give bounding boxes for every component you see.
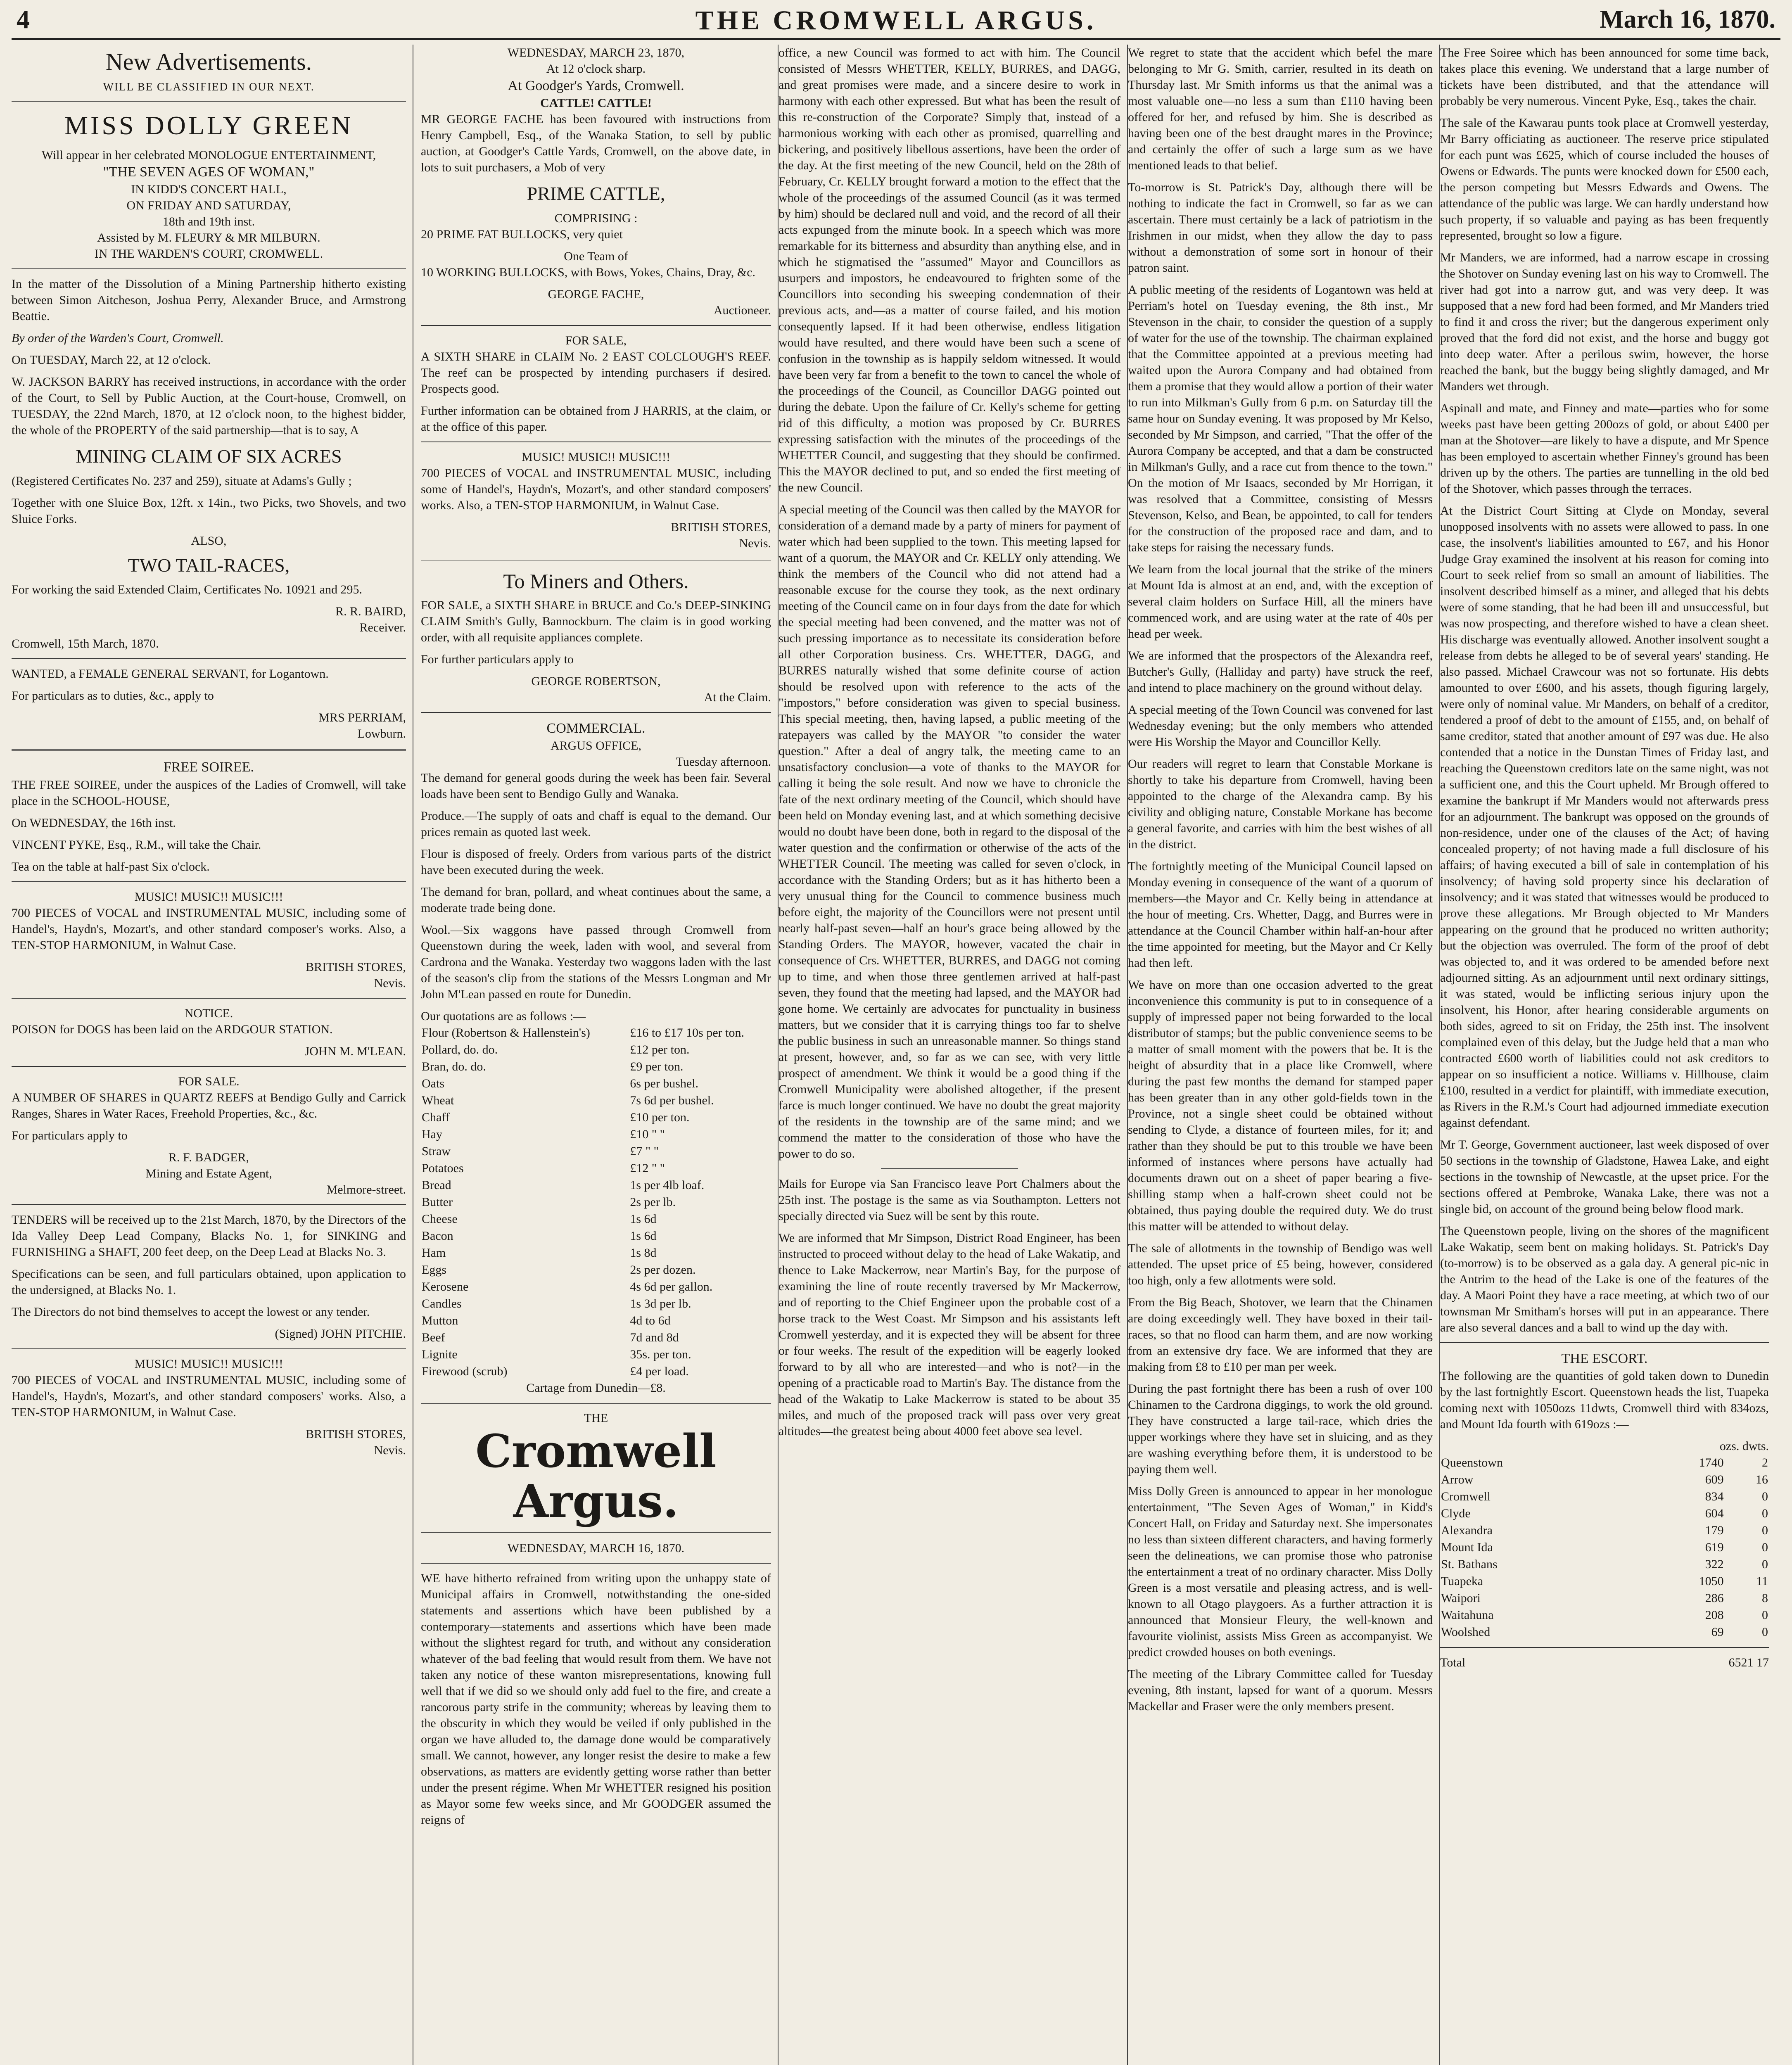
masthead-the: THE: [584, 1411, 608, 1425]
table-cell: £9 per ton.: [630, 1060, 684, 1074]
section-heading: New Advertisements.: [105, 48, 312, 75]
table-cell: 1s 6d: [630, 1212, 657, 1226]
ad-signature: Melmore-street.: [326, 1182, 406, 1196]
table-cell: 322: [1705, 1557, 1724, 1571]
ad-signature: Auctioneer.: [713, 303, 771, 317]
ad-signature: Lowburn.: [357, 727, 406, 741]
ad-subtitle: MINING CLAIM OF SIX ACRES: [76, 445, 342, 467]
table-cell: Cromwell: [1441, 1490, 1491, 1504]
escort-table: [1440, 1454, 1769, 1640]
news-item: The sale of allotments in the township of Bendigo was well attended. The upset price of £5 being, however, considered too high, only a few allotments were sold.: [1128, 1241, 1433, 1287]
table-cell: Bran, do. do.: [422, 1060, 486, 1074]
table-cell: Firewood (scrub): [422, 1365, 508, 1379]
ad-line: Will appear in her celebrated MONOLOGUE ENTERTAINMENT,: [41, 148, 376, 162]
table-cell: St. Bathans: [1441, 1557, 1498, 1571]
running-head: [17, 3, 1775, 36]
ad-text: Further information can be obtained from J HARRIS, at the claim, or at the office of this paper.: [421, 404, 771, 434]
news-item: We are informed that Mr Simpson, District Road Engineer, has been instructed to proceed without delay to the head of Lake Wakatip, and thence to Lake Mackerrow, near Martin's Bay, for the purpose of examining the line of route recently traversed by Mr Mackerrow, and of reporting to the Chief Engineer upon the probable cost of a horse track to the West Coast. Mr Simpson and his assistants left Cromwell yesterday, and it is expected they will be absent for three or four weeks. The result of the expedition will be eagerly looked forward to by all who are interested—and who is not?—in the opening of a practicable road to Martin's Bay. The distance from the head of the Wakatip to Lake Mackerrow is stated to be about 35 miles, and much of the proposed track will pass over very great altitudes—the greatest being about 4000 feet above sea level.: [779, 1231, 1120, 1438]
ad-text: A SIXTH SHARE in CLAIM No. 2 EAST COLCLOUGH'S REEF. The reef can be prospected by intending purchasers if desired. Prospects good.: [421, 349, 771, 396]
ad-signature: Mining and Estate Agent,: [145, 1166, 272, 1180]
table-cell: 4s 6d per gallon.: [630, 1280, 713, 1294]
ad-free-soiree: [12, 758, 406, 874]
table-cell: Mount Ida: [1441, 1540, 1493, 1555]
table-row: [1440, 1454, 1769, 1471]
ad-dateline: Cromwell, 15th March, 1870.: [12, 637, 159, 651]
table-cell: 8: [1762, 1591, 1768, 1605]
table-row: [1440, 1607, 1769, 1624]
table-row: [1440, 1556, 1769, 1573]
table-row: [421, 1278, 771, 1295]
table-cell: Arrow: [1441, 1473, 1474, 1487]
table-cell: £12 " ": [630, 1161, 665, 1175]
ad-signature: GEORGE ROBERTSON,: [531, 674, 661, 688]
ad-text: Tea on the table at half-past Six o'clock.: [12, 859, 210, 873]
news-item: We learn from the local journal that the strike of the miners at Mount Ida is almost at an end, and, with the exception of several claim holders on Surface Hill, all the miners have commenced work, and are using water at the rate of 40s per head per week.: [1128, 563, 1433, 641]
classify-note: WILL BE CLASSIFIED IN OUR NEXT.: [103, 81, 315, 93]
escort-total-ozs: 6521: [1728, 1656, 1754, 1670]
ad-signature: MRS PERRIAM,: [318, 711, 406, 725]
table-cell: 0: [1762, 1507, 1768, 1521]
table-cell: Chaff: [422, 1111, 450, 1125]
sale-date: WEDNESDAY, MARCH 23, 1870,: [507, 46, 685, 59]
masthead-box: [421, 1403, 771, 1533]
news-item: Mr T. George, Government auctioneer, last week disposed of over 50 sections in the township of Gladstone, Hawea Lake, and eight sections in the township of Newcastle, at the upset price. For the sections offered at Pembroke, Wanaka Lake, there was not a single bid, on account of the ground being below flood mark.: [1440, 1138, 1769, 1216]
divider: [1440, 1342, 1769, 1343]
table-cell: 1050: [1699, 1574, 1724, 1588]
table-cell: Bacon: [422, 1229, 453, 1243]
table-row: [421, 1160, 771, 1177]
divider: [12, 749, 406, 751]
ad-auction: [12, 276, 406, 652]
table-cell: Ham: [422, 1246, 446, 1260]
table-cell: 2s per lb.: [630, 1195, 676, 1209]
table-row: [1440, 1505, 1769, 1522]
ad-subtitle: TWO TAIL-RACES,: [128, 554, 290, 576]
escort-total-dwts: 17: [1756, 1656, 1769, 1670]
cartage: Cartage from Dunedin—£8.: [526, 1381, 666, 1395]
divider: [881, 1168, 1018, 1169]
table-cell: Cheese: [422, 1212, 458, 1226]
divider: [12, 881, 406, 882]
ad-text: FOR SALE, a SIXTH SHARE in BRUCE and Co.'s DEEP-SINKING CLAIM Smith's Gully, Bannockburn. The claim is in good working order, with all requisite appliances complete.: [421, 598, 771, 644]
table-cell: Eggs: [422, 1263, 446, 1277]
divider: [12, 1204, 406, 1205]
divider: [421, 712, 771, 713]
ad-signature: R. F. BADGER,: [168, 1150, 249, 1164]
ad-signature: Nevis.: [374, 976, 406, 990]
table-row: [421, 1075, 771, 1092]
editorial-date: WEDNESDAY, MARCH 16, 1870.: [507, 1541, 685, 1555]
table-cell: Bread: [422, 1178, 451, 1192]
ad-line: IN KIDD'S CONCERT HALL,: [131, 182, 287, 196]
ad-title: MUSIC! MUSIC!! MUSIC!!!: [521, 450, 670, 464]
ad-text: 10 WORKING BULLOCKS, with Bows, Yokes, Chains, Dray, &c.: [421, 265, 756, 279]
ad-signature: R. R. BAIRD,: [335, 605, 406, 619]
table-cell: 0: [1762, 1625, 1768, 1639]
table-row: [421, 1312, 771, 1329]
table-row: [421, 1109, 771, 1126]
divider: [421, 441, 771, 442]
ad-tenders: [12, 1212, 406, 1342]
table-cell: £10 per ton.: [630, 1111, 690, 1125]
table-row: [421, 1329, 771, 1346]
divider: [12, 101, 406, 102]
table-cell: 834: [1705, 1490, 1724, 1504]
escort-intro: The following are the quantities of gold taken down to Dunedin by the last fortnightly Escort. Queenstown heads the list, Tuapeka coming next with 1050ozs 11dwts, Cromwell third with 834ozs, and Mount Ida fourth with 619ozs :—: [1440, 1369, 1769, 1431]
ad-text: For particulars as to duties, &c., apply to: [12, 689, 214, 703]
table-row: [421, 1227, 771, 1244]
column-editorial: [771, 45, 1128, 2065]
commercial-text: The demand for bran, pollard, and wheat continues about the same, a moderate trade being done.: [421, 885, 771, 915]
ad-title: NOTICE.: [184, 1006, 233, 1020]
table-cell: 0: [1762, 1490, 1768, 1504]
commercial-text: Wool.—Six waggons have passed through Cromwell from Queenstown during the week, laden with wool, and several from Cardrona and the Wanaka. Yesterday two waggons laden with the last of the season's clip from the stations of the Messrs Longman and Mr John M'Lean passed en route for Dunedin.: [421, 923, 771, 1002]
ad-text: One Team of: [564, 249, 628, 263]
news-item: We have on more than one occasion adverted to the great inconvenience this community is put to in consequence of a supply of impressed paper not being forwarded to the local distributor of stamps; but the public convenience seems to be a matter of small moment with the powers that be. It is the height of absurdity that in a place like Cromwell, where during the past few months the demand for stamped paper has been greater than in any other gold-fields town in the Province, not a single sheet could be obtained without sending to Clyde, a distance of fourteen miles, for it; and rather than they should be put to this trouble we have been informed of instances where persons have actually had documents drawn out on a sheet of paper bearing a five-shilling stamp when a half-crown sheet could not be obtained, thus paying double the required duty. We do trust this matter will be attended to without delay.: [1128, 978, 1433, 1233]
table-cell: £4 per load.: [630, 1365, 689, 1379]
table-cell: Butter: [422, 1195, 453, 1209]
table-row: [1440, 1573, 1769, 1590]
ad-music-2: [12, 1356, 406, 1458]
table-cell: 7d and 8d: [630, 1331, 679, 1345]
news-item: We are informed that the prospectors of the Alexandra reef, Butcher's Gully, (Halliday and party) have struck the reef, and intend to place machinery on the ground without delay.: [1128, 649, 1433, 695]
commercial-text: Flour is disposed of freely. Orders from various parts of the district have been executed during the week.: [421, 847, 771, 877]
news-item: Mr Manders, we are informed, had a narrow escape in crossing the Shotover on Sunday evening last on his way to Cromwell. The river had got into a narrow gut, and was very deep. It was supposed that a new ford had been formed, and Mr Manders tried to find it and cross the river; but the dangerous experiment only proved that the ford did not exist, and the horse and buggy got into deep water. After a perilous swim, however, the horse reached the bank, but the buggy being slightly damaged, and Mr Manders wet through.: [1440, 251, 1769, 393]
ad-signature: Nevis.: [374, 1443, 406, 1457]
ad-line: IN THE WARDEN'S COURT, CROMWELL.: [94, 247, 323, 261]
news-item: During the past fortnight there has been a rush of over 100 Chinamen to the Cardrona diggings, to work the old ground. They have constructed a large tail-race, which dries the upper workings where they have set in sluicing, and as they are washing everything before them, it is understood to be paying them well.: [1128, 1382, 1433, 1476]
ad-signature: Nevis.: [739, 536, 771, 550]
table-cell: 2s per dozen.: [630, 1263, 696, 1277]
ad-text: For further particulars apply to: [421, 652, 574, 666]
table-cell: Clyde: [1441, 1507, 1471, 1521]
masthead-title: THE CROMWELL ARGUS.: [695, 5, 1097, 36]
ad-wanted: [12, 666, 406, 742]
table-row: [421, 1143, 771, 1160]
ad-text: WANTED, a FEMALE GENERAL SERVANT, for Logantown.: [12, 667, 329, 681]
table-cell: 2: [1762, 1456, 1768, 1470]
divider: [1440, 1647, 1769, 1648]
escort-total-row: [1440, 1654, 1769, 1671]
divider: [421, 325, 771, 326]
commercial-office: ARGUS OFFICE,: [550, 739, 642, 753]
table-cell: 609: [1705, 1473, 1724, 1487]
ad-title: MUSIC! MUSIC!! MUSIC!!!: [134, 1357, 283, 1371]
table-row: [421, 1346, 771, 1363]
ad-text: On WEDNESDAY, the 16th inst.: [12, 816, 176, 830]
ad-subtitle: PRIME CATTLE,: [527, 183, 665, 204]
table-cell: Mutton: [422, 1314, 458, 1328]
sale-place: At Goodger's Yards, Cromwell.: [508, 78, 684, 93]
masthead-blackletter: Cromwell Argus.: [475, 1424, 717, 1528]
news-item: The fortnightly meeting of the Municipal Council lapsed on Monday evening in consequence of the want of a quorum of members—the Mayor and Cr. Kelly being in attendance at the hour of meeting. Crs. Whetter, Dagg, and Burres were in attendance at the Council Chamber within half-an-hour after the time appointed for meeting, but the Mayor and Cr Kelly had then left.: [1128, 859, 1433, 970]
escort-units: ozs. dwts.: [1719, 1439, 1769, 1453]
table-cell: 7s 6d per bushel.: [630, 1094, 714, 1108]
ad-text: By order of the Warden's Court, Cromwell.: [12, 331, 224, 345]
table-cell: 11: [1756, 1574, 1768, 1588]
table-cell: Tuapeka: [1441, 1574, 1483, 1588]
ad-text: 700 PIECES of VOCAL and INSTRUMENTAL MUSIC, including some of Handel's, Haydn's, Mozart's, and other standard composer's works. Also, a TEN-STOP HARMONIUM, in Walnut Case.: [12, 906, 406, 952]
divider: [12, 268, 406, 269]
ad-title: FOR SALE,: [565, 333, 627, 347]
table-row: [1440, 1624, 1769, 1640]
table-cell: Wheat: [422, 1094, 454, 1108]
news-item: The Free Soiree which has been announced for some time back, takes place this evening. We understand that a large number of tickets have been distributed, and that the attendance will probably be very numerous. Vincent Pyke, Esq., takes the chair.: [1440, 46, 1769, 108]
quotations-intro: Our quotations are as follows :—: [421, 1009, 586, 1023]
sale-time: At 12 o'clock sharp.: [546, 62, 646, 76]
table-cell: Waipori: [1441, 1591, 1481, 1605]
table-cell: Hay: [422, 1127, 442, 1142]
ad-notice: [12, 1005, 406, 1059]
table-cell: Woolshed: [1441, 1625, 1491, 1639]
ad-line: ON FRIDAY AND SATURDAY,: [126, 198, 291, 212]
column-advertisements: [12, 45, 413, 2065]
table-cell: Candles: [422, 1297, 462, 1311]
ad-text: 700 PIECES of VOCAL and INSTRUMENTAL MUSIC, including some of Handel's, Haydn's, Mozart's, and other standard composers' works. Also, a TEN-STOP HARMONIUM, in Walnut Case.: [12, 1373, 406, 1419]
ad-text: POISON for DOGS has been laid on the ARDGOUR STATION.: [12, 1022, 333, 1036]
ad-text: ALSO,: [191, 534, 227, 548]
ad-signature: Receiver.: [359, 621, 406, 635]
news-item: Mails for Europe via San Francisco leave Port Chalmers about the 25th inst. The postage is the same as via Southampton. Letters not specially directed via Suez will be sent by this route.: [779, 1177, 1120, 1223]
table-cell: 179: [1705, 1524, 1724, 1538]
editorial-text: WE have hitherto refrained from writing upon the unhappy state of Municipal affairs in Cromwell, notwithstanding the one-sided statements and assertions which have been published by a contemporary—statements and assertions which have been made without the slightest regard for truth, and without any consideration whatever of the bad feeling that would result from them. We have not taken any notice of these wanton misrepresentations, knowing full well that if we did so we should only add fuel to the fire, and create a rancorous party strife in the community; whereas by leaving them to the obscurity in which they would be veiled if only published in the organ we have alluded to, the damage done would be comparatively small. We cannot, however, any longer resist the desire to make a few observations, as matters are evidently getting worse rather than better under the present régime. When Mr WHETTER resigned his position as Mayor some few weeks since, and Mr GOODGER assumed the reigns of: [421, 1571, 771, 1827]
ad-text: Together with one Sluice Box, 12ft. x 14in., two Picks, two Shovels, and two Sluice Forks.: [12, 496, 406, 526]
table-cell: Pollard, do. do.: [422, 1043, 498, 1057]
ad-text: For working the said Extended Claim, Certificates No. 10921 and 295.: [12, 583, 363, 597]
table-cell: 0: [1762, 1524, 1768, 1538]
table-cell: £10 " ": [630, 1127, 665, 1142]
table-cell: 4d to 6d: [630, 1314, 671, 1328]
table-cell: Alexandra: [1441, 1524, 1493, 1538]
news-item: The meeting of the Library Committee called for Tuesday evening, 8th instant, lapsed for want of a quorum. Messrs Mackellar and Fraser were the only members present.: [1128, 1667, 1433, 1713]
ad-text: A NUMBER OF SHARES in QUARTZ REEFS at Bendigo Gully and Carrick Ranges, Shares in Water Races, Freehold Properties, &c., &c.: [12, 1090, 406, 1120]
table-row: [421, 1211, 771, 1227]
table-cell: 1s 6d: [630, 1229, 657, 1243]
table-cell: 1740: [1699, 1456, 1724, 1470]
ad-text: VINCENT PYKE, Esq., R.M., will take the Chair.: [12, 838, 261, 852]
table-cell: Beef: [422, 1331, 445, 1345]
ad-line: 18th and 19th inst.: [162, 214, 255, 228]
column-local-news: [1120, 45, 1440, 2065]
ad-text: MR GEORGE FACHE has been favoured with instructions from Henry Campbell, Esq., of the Wanaka Station, to sell by public auction, at Goodger's Cattle Yards, Cromwell, on the above date, in lots to suit purchasers, a Mob of very: [421, 112, 771, 175]
divider: [421, 1563, 771, 1564]
commercial-heading: COMMERCIAL.: [546, 720, 646, 736]
table-cell: Potatoes: [422, 1161, 464, 1175]
ad-for-sale: [12, 1073, 406, 1198]
table-row: [421, 1363, 771, 1380]
news-item: Our readers will regret to learn that Constable Morkane is shortly to take his departure from Cromwell, having been appointed to the charge of the Alexandra camp. By his civility and obliging nature, Constable Morkane has become a general favorite, and carries with him the best wishes of all in the district.: [1128, 757, 1433, 851]
table-cell: 619: [1705, 1540, 1724, 1555]
ad-signature: At the Claim.: [704, 690, 771, 704]
table-cell: £16 to £17 10s per ton.: [630, 1026, 744, 1040]
table-row: [421, 1058, 771, 1075]
table-cell: 1s 3d per lb.: [630, 1297, 691, 1311]
table-cell: Queenstown: [1441, 1456, 1503, 1470]
column-ads-commercial: [413, 45, 779, 2065]
ad-title: MISS DOLLY GREEN: [64, 111, 353, 140]
ad-signature: GEORGE FACHE,: [548, 287, 644, 301]
ad-text: TENDERS will be received up to the 21st March, 1870, by the Directors of the Ida Valley Deep Lead Company, Blacks No. 1, for SINKING and FURNISHING a SHAFT, 200 feet deep, on the Deep Lead at Blacks No. 3.: [12, 1213, 406, 1259]
ad-text: On TUESDAY, March 22, at 12 o'clock.: [12, 353, 211, 367]
table-cell: 1s per 4lb loaf.: [630, 1178, 705, 1192]
table-row: [421, 1177, 771, 1194]
news-item: At the District Court Sitting at Clyde on Monday, several unopposed insolvents with no assets were allowed to pass. In one case, the insolvent's liabilities amounted to £67, and his Honor Judge Gray examined the insolvent at his reason for coming into Court to seek relief from so small an amount of liabilities. The insolvent described himself as a miner, and alleged that his debts were of some standing, that he had been ill and unsuccessful, but was now prospecting, and therefore wished to have a clean sheet. His discharge was eventually allowed. Another insolvent sought a release from debts he alleged to be of several years' standing. He also passed. Michael Crawcour was not so fortunate. His debts amounted to over £600, and his assets, though figuring largely, were only of nominal value. Mr Manders, on behalf of a creditor, tendered a proof of debt to the amount of £155, and, on behalf of same creditor, stated that another amount of £97 was due. He also contended that a notice in the Dunstan Times of Friday last, and reaching the Queenstown creditors late on the same night, was not a sufficient one, and this the Court upheld. Mr Brough offered to examine the bankrupt if Mr Manders would not afterwards press for an adjournment. The bankrupt was opposed on the grounds of non-residence, under one of the clauses of the Act; of having concealed property; of not having made a full disclosure of his affairs; of having executed a bill of sale in contemplation of his insolvency; of having sold property since his declaration of insolvency; and it was stated that witnesses would be produced to prove these allegations. Mr Brough objected to Mr Manders appearing on the ground that he produced no written authority; but the objection was overruled. The form of the proof of debt was objected to, and it was ordered to be amended before next adjourned sitting. As an adjournment until next ordinary sittings, it was stated, would be inflicting serious injury upon the insolvent, his Honor, after hearing considerable arguments on both sides, agreed to sit on Friday, the 25th inst. The insolvent complained even of this delay, but the Judge held that a man who contracted £600 worth of liabilities could not ask creditors to appear on so insufficient a notice. Williams v. Hillhouse, claim £100, resulted in a verdict for plaintiff, with immediate execution, as Rivers in the R.M.'s Court had adjourned immediate execution against defendant.: [1440, 504, 1769, 1130]
table-row: [421, 1024, 771, 1041]
divider: [12, 658, 406, 659]
column-news-escort: [1433, 45, 1776, 2065]
table-row: [1440, 1539, 1769, 1556]
news-item: The sale of the Kawarau punts took place at Cromwell yesterday, Mr Barry officiating as auctioneer. The reserve price stipulated for each punt was £625, which of course included the houses of Owens or Edwards. The punts were knocked down for £500 each, the person competing but Messrs Edwards and Owens. The attendance of the public was large. We can hardly understand how such property, if so valuable and paying as has been frequently represented, brought so low a figure.: [1440, 116, 1769, 242]
table-row: [421, 1092, 771, 1109]
table-row: [421, 1194, 771, 1211]
table-cell: Kerosene: [422, 1280, 469, 1294]
ad-dolly-green: [12, 108, 406, 261]
issue-date: March 16, 1870.: [1600, 5, 1775, 33]
news-item: We regret to state that the accident which befel the mare belonging to Mr G. Smith, carrier, resulted in its death on Thursday last. Mr Smith informs us that the animal was a most valuable one—no less a sum than £110 having been offered for her, and refused by him. She is described as having been one of the best draught mares in the Province; and certainly the offer of such a large sum as we have mentioned leads to that belief.: [1128, 46, 1433, 172]
table-row: [1440, 1488, 1769, 1505]
ad-title: FOR SALE.: [178, 1074, 240, 1088]
commercial-text: Produce.—The supply of oats and chaff is equal to the demand. Our prices remain as quoted last week.: [421, 809, 771, 839]
news-item: A public meeting of the residents of Logantown was held at Perriam's hotel on Tuesday evening, the 8th inst., Mr Stevenson in the chair, to consider the question of a supply of water for the use of the township. The chairman explained that the Committee appointed at a previous meeting had waited upon the Aurora Company and had obtained from them a promise that they would allow a portion of their water to run into Milkman's Gully from 6 p.m. on Saturday till the same hour on Sunday evening. It was proposed by Mr Kelso, seconded by Mr Simpson, and carried, "That the offer of the Aurora Company be accepted, and that a dam be constructed in Milkman's Gully, and a race cut from thence to the town." On the motion of Mr Isaacs, seconded by Mr Horrigan, it was resolved that a Committee, consisting of Messrs Stevenson, Kelso, and Bean, be appointed, to call for tenders for the construction of the proposed race and dam, and to take steps for raising the necessary funds.: [1128, 283, 1433, 554]
editorial-text: A special meeting of the Council was then called by the MAYOR for consideration of a demand made by a party of miners for payment of water which had been supplied to the town. This meeting lapsed for want of a quorum, the MAYOR and Cr. KELLY only attending. We think the members of the Council who did not attend had a reasonable excuse for the course they took, as the next ordinary meeting of the Council came on in four days from the date for which the special meeting had been convened, and the matter was not of such pressing importance as to necessitate its consideration before all other Corporation business. Crs. WHETTER, DAGG, and BURRES naturally wished that some definite course of action should be resolved upon with reference to the acts of the "impostors," before consideration was given to special business. This special meeting, then, having lapsed, a public meeting of the ratepayers was called by the MAYOR "to consider the water question." After a deal of angry talk, the meeting came to an unsatisfactory conclusion—a vote of thanks to the MAYOR for calling it being the sole result. And now we have to chronicle the fate of the next ordinary meeting of the Council, which should have been held on Monday evening last, and at which something decisive would no doubt have been done, both in regard to the disposal of the water question and the confirmation or otherwise of the acts of the WHETTER Council. The meeting was called for seven o'clock, in accordance with the Standing Orders; but as it has hitherto been a very unusual thing for the Council to commence business much before eight, the majority of the Councillors were not present until nearly half-past seven—half an hour's grace being allowed by the Standing Orders. The MAYOR, however, vacated the chair in consequence of Crs. WHETTER, BURRES, and DAGG not coming up to time, and when those three gentlemen arrived at half-past seven, they found that the meeting had lapsed, and the MAYOR had gone home. We certainly are advocates for punctuality in business matters, but we consider that it is carrying things too far to shelve the public business in such an unreasonable manner. So things stand at present, however, and, so far as we can see, with very little prospect of amendment. We think it would be a good thing if the Cromwell Municipality were abolished altogether, if the present farce is much longer continued. We have no doubt the great majority of the residents in the township are of the same mind; and we commend the matter to the consideration of those who have the power to do so.: [779, 503, 1120, 1161]
ad-text: W. JACKSON BARRY has received instructions, in accordance with the order of the Court, to Sell by Public Auction, at the Court-house, Cromwell, on TUESDAY, the 22nd March, 1870, at 12 o'clock noon, to the highest bidder, the whole of the PROPERTY of the said partnership—that is to say, A: [12, 375, 406, 437]
table-row: [421, 1126, 771, 1143]
escort-total-label: Total: [1440, 1656, 1466, 1670]
ad-line: Assisted by M. FLEURY & MR MILBURN.: [97, 230, 320, 244]
cattle-heading: CATTLE! CATTLE!: [540, 96, 652, 110]
table-row: [1440, 1590, 1769, 1607]
news-item: Aspinall and mate, and Finney and mate—parties who for some weeks past have been getting 200ozs of gold, or about £400 per man at the Shotover—are likely to have a dispute, and Mr Spence has been employed to ascertain whether Finney's ground has been driven up by the others. The parties are tunnelling in the old bed of the Shotover, which passes through the terraces.: [1440, 401, 1769, 496]
table-cell: £7 " ": [630, 1144, 659, 1158]
table-cell: 0: [1762, 1557, 1768, 1571]
table-cell: Straw: [422, 1144, 451, 1158]
ad-text: The Directors do not bind themselves to accept the lowest or any tender.: [12, 1305, 370, 1319]
ad-signature: (Signed) JOHN PITCHIE.: [275, 1327, 406, 1341]
divider: [12, 998, 406, 999]
ad-line: "THE SEVEN AGES OF WOMAN,": [103, 164, 315, 180]
news-item: From the Big Beach, Shotover, we learn that the Chinamen are doing exceedingly well. They have boxed in their tail-races, so that no flood can harm them, and are now working from an extensive dry face. We are informed that they are making from £8 to £10 per man per week.: [1128, 1296, 1433, 1374]
table-cell: Waitahuna: [1441, 1608, 1494, 1622]
table-cell: 286: [1705, 1591, 1724, 1605]
miners-heading: To Miners and Others.: [503, 569, 689, 593]
table-cell: 69: [1711, 1625, 1724, 1639]
page-number: 4: [17, 5, 30, 34]
table-cell: £12 per ton.: [630, 1043, 690, 1057]
table-row: [421, 1295, 771, 1312]
table-row: [421, 1261, 771, 1278]
table-cell: 0: [1762, 1608, 1768, 1622]
ad-signature: JOHN M. M'LEAN.: [304, 1044, 406, 1058]
table-cell: 208: [1705, 1608, 1724, 1622]
ad-text: Specifications can be seen, and full particulars obtained, upon application to the undersigned, at Blacks No. 1.: [12, 1267, 406, 1297]
table-row: [421, 1244, 771, 1261]
ad-text: THE FREE SOIREE, under the auspices of the Ladies of Cromwell, will take place in the SCHOOL-HOUSE,: [12, 778, 406, 808]
table-cell: 0: [1762, 1540, 1768, 1555]
table-cell: 16: [1756, 1473, 1768, 1487]
ad-signature: BRITISH STORES,: [306, 960, 406, 974]
ad-text: 700 PIECES of VOCAL and INSTRUMENTAL MUSIC, including some of Handel's, Haydn's, Mozart's, and other standard composers' works. Also, a TEN-STOP HARMONIUM, in Walnut Case.: [421, 466, 771, 512]
ad-text: COMPRISING :: [554, 211, 638, 225]
ad-signature: BRITISH STORES,: [306, 1427, 406, 1441]
table-cell: 604: [1705, 1507, 1724, 1521]
news-item: To-morrow is St. Patrick's Day, although there will be nothing to indicate the fact in Cromwell, so far as we can ascertain. There must certainly be a lack of patriotism in the Irishmen in our midst, when they allow the day to pass without a demonstration of some sort in honour of their patron saint.: [1128, 180, 1433, 275]
divider: [12, 1066, 406, 1067]
table-row: [1440, 1522, 1769, 1539]
table-cell: Lignite: [422, 1348, 458, 1362]
table-row: [1440, 1471, 1769, 1488]
table-row: [421, 1041, 771, 1058]
ad-signature: BRITISH STORES,: [671, 520, 771, 534]
table-cell: 35s. per ton.: [630, 1348, 691, 1362]
ad-text: For particulars apply to: [12, 1128, 128, 1142]
editorial-text: office, a new Council was formed to act with him. The Council consisted of Messrs WHETTER, KELLY, BURRES, and DAGG, and great promises were made, and a sincere desire to work in harmony with each other expressed. But what has been the result of this re-construction of the Corporate? Simply that, instead of a harmonious working with each other as promised, quarrelling and bickering, and positively libellous assertions, have been the order of the day. At the first meeting of the new Council, held on the 28th of February, Cr. KELLY brought forward a motion to the effect that the whole of the proceedings of the assumed Council (as it was termed by him) should be declared null and void, and the record of all their acts expunged from the minute book. In a speech which was more remarkable for its bitterness and absurdity than anything else, and in which he stigmatised the "assumed" Mayor and Councillors as usurpers and impostors, he endeavoured to frighten some of the Councillors into seconding his sweeping condemnation of their previous acts, and—as a matter of course failed, and his motion consequently lapsed. If it had been otherwise, endless litigation would have resulted, and there would have been such a scene of confusion in the township as is happily seldom witnessed. It would have been very far from a benefit to the town to cancel the whole of the proceedings of the Council, as Councillor DAGG pointed out during the debate. Upon the failure of Cr. Kelly's scheme for getting rid of this difficulty, a motion was proposed by Cr. BURRES expressing satisfaction with the minutes of the proceedings of the WHETTER Council, and suggesting that they should be confirmed. This the MAYOR declined to put, and so ended the first meeting of the new Council.: [779, 46, 1120, 494]
news-item: Miss Dolly Green is announced to appear in her monologue entertainment, "The Seven Ages of Woman," in Kidd's Concert Hall, on Friday and Saturday next. She impersonates no less than sixteen different characters, and having formerly seen the delineations, we can promise those who patronise the entertainment a treat of no ordinary character. Miss Dolly Green is a most versatile and pleasing actress, and is well-known to all Otago playgoers. As a further attraction it is announced that Monsieur Fleury, the well-known and favourite violinist, assists Miss Green as accompanyist. We predict crowded houses on both evenings.: [1128, 1484, 1433, 1659]
ad-title: FREE SOIREE.: [163, 760, 254, 775]
ad-text: (Registered Certificates No. 237 and 259), situate at Adams's Gully ;: [12, 474, 352, 488]
ad-music: [12, 889, 406, 991]
divider: [421, 559, 771, 560]
table-cell: Oats: [422, 1077, 444, 1091]
ad-title: MUSIC! MUSIC!! MUSIC!!!: [134, 890, 283, 904]
ad-text: 20 PRIME FAT BULLOCKS, very quiet: [421, 227, 623, 241]
escort-heading: THE ESCORT.: [1561, 1351, 1648, 1366]
table-cell: 6s per bushel.: [630, 1077, 699, 1091]
header-rule: [12, 38, 1780, 40]
news-item: The Queenstown people, living on the shores of the magnificent Lake Wakatip, seem bent on making holidays. St. Patrick's Day (to-morrow) is to be observed as a gala day. A general pic-nic in the Antrim to the head of the Lake is one of the features of the day. A Maori Point they have a race meeting, at which two of our townsman Mr Smitham's horses will put in an appearance. There are also several dances and a ball to wind up the day with.: [1440, 1224, 1769, 1334]
commercial-day: Tuesday afternoon.: [676, 755, 771, 769]
divider: [12, 1348, 406, 1349]
table-cell: Flour (Robertson & Hallenstein's): [422, 1026, 590, 1040]
ad-text: In the matter of the Dissolution of a Mining Partnership hitherto existing between Simon Aitcheson, Joshua Perry, Alexander Bruce, and Armstrong Beattie.: [12, 277, 406, 323]
news-item: A special meeting of the Town Council was convened for last Wednesday evening; but the only members who attended were His Worship the Mayor and Councillor Kelly.: [1128, 703, 1433, 749]
table-cell: 1s 8d: [630, 1246, 657, 1260]
commercial-text: The demand for general goods during the week has been fair. Several loads have been sent to Bendigo Gully and Wanaka.: [421, 771, 771, 801]
price-table: [421, 1024, 771, 1380]
